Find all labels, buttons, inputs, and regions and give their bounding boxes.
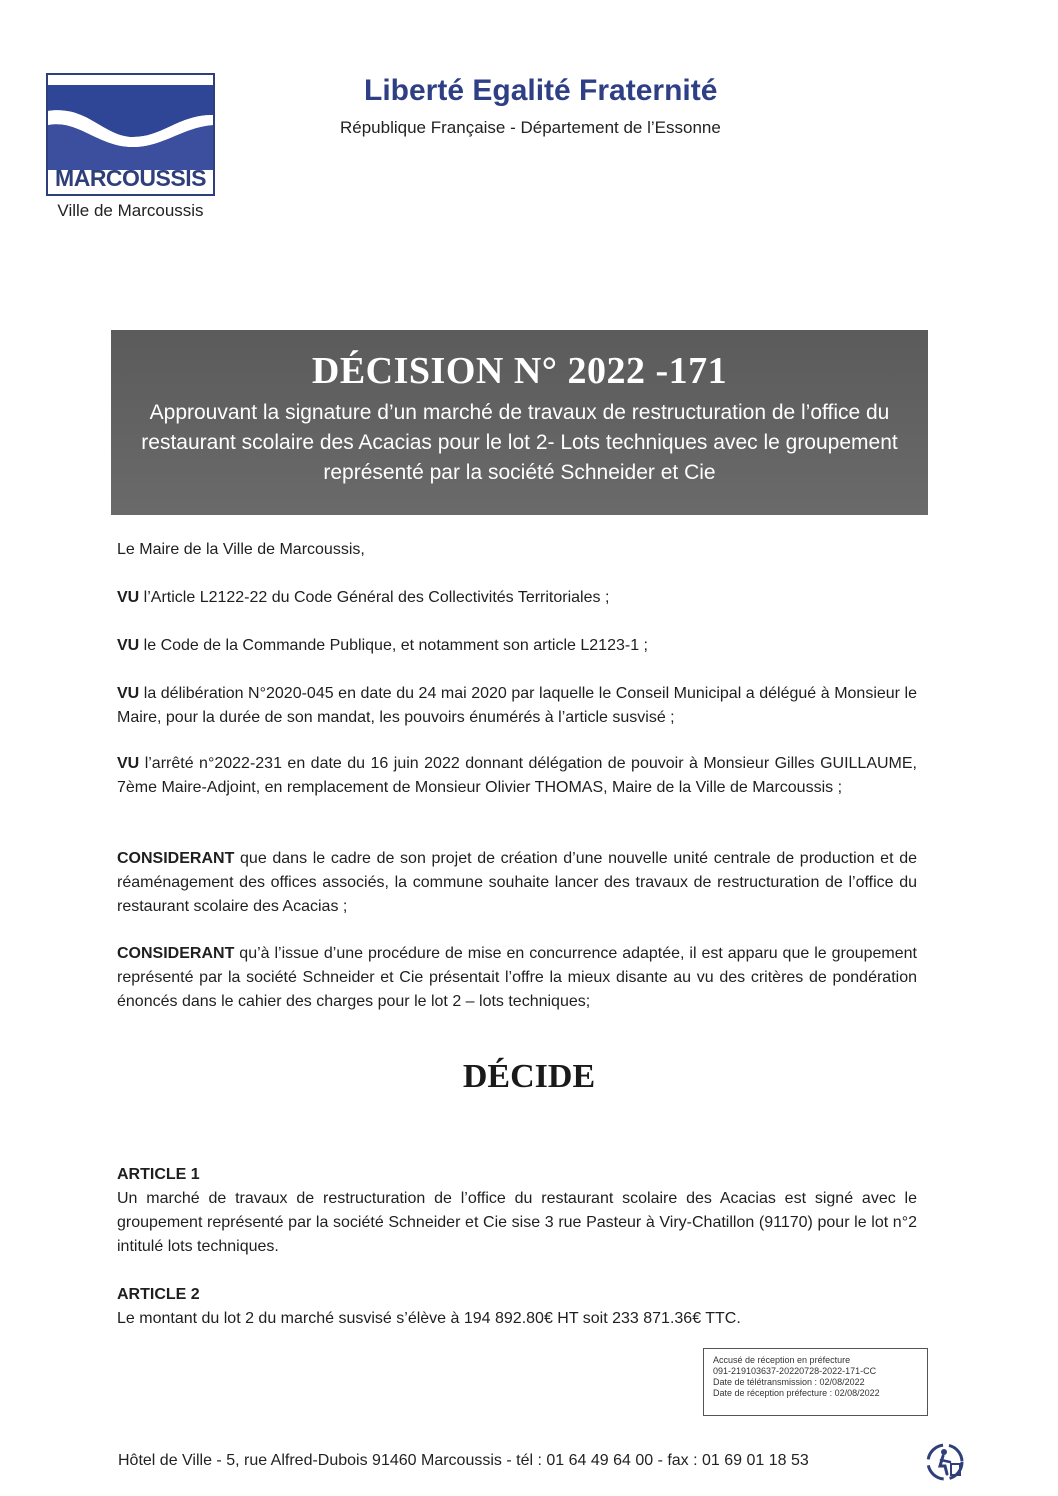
decide-heading: DÉCIDE bbox=[462, 1058, 596, 1095]
consideration-paragraph bbox=[117, 634, 917, 658]
consideration-lead: VU bbox=[117, 755, 140, 772]
article-block bbox=[117, 1163, 917, 1259]
wave-logo-icon bbox=[48, 75, 213, 170]
consideration-paragraph bbox=[117, 682, 917, 730]
consideration-text: la délibération N°2020-045 en date du 24 mai 2020 par laquelle le Conseil Municipal a délégué à Monsieur le Maire, pour la durée de son mandat, les pouvoirs énumérés à l’article susvisé ; bbox=[117, 685, 917, 726]
consideration-text: l’Article L2122-22 du Code Général des Collectivités Territoriales ; bbox=[139, 589, 610, 606]
article-text: Le montant du lot 2 du marché susvisé s’élève à 194 892.80€ HT soit 233 871.36€ TTC. bbox=[117, 1310, 741, 1327]
recycle-bin-icon bbox=[923, 1440, 973, 1484]
article-heading: ARTICLE 2 bbox=[117, 1286, 200, 1303]
article-heading: ARTICLE 1 bbox=[117, 1166, 200, 1183]
consideration-text: l’arrêté n°2022-231 en date du 16 juin 2022 donnant délégation de pouvoir à Monsieur Gilles GUILLAUME, 7ème Maire-Adjoint, en remplacement de Monsieur Olivier THOMAS, Maire de la Ville de Marcoussis ; bbox=[117, 755, 917, 796]
consideration-lead: VU bbox=[117, 685, 140, 702]
consideration-paragraph bbox=[117, 847, 917, 919]
stamp-line: Accusé de réception en préfecture bbox=[713, 1355, 851, 1365]
logo-wordmark: MARCOUSSIS bbox=[55, 165, 206, 191]
national-motto: Liberté Egalité Fraternité bbox=[364, 74, 718, 107]
stamp-line: 091-219103637-20220728-2022-171-CC bbox=[713, 1366, 877, 1376]
consideration-text: que dans le cadre de son projet de création d’une nouvelle unité centrale de production et de réaménagement des offices associés, la commune souhaite lancer des travaux de restructuration de l’office du restaurant scolaire des Acacias ; bbox=[117, 850, 917, 915]
article-block bbox=[117, 1283, 917, 1331]
decision-title: DÉCISION N° 2022 -171 bbox=[311, 350, 728, 392]
consideration-lead: VU bbox=[117, 637, 140, 654]
consideration-lead: CONSIDERANT bbox=[117, 850, 235, 867]
consideration-text: qu’à l’issue d’une procédure de mise en concurrence adaptée, il est apparu que le groupement représenté par la société Schneider et Cie présentait l’offre la mieux disante au vu des critères de pondération énoncés dans le cahier des charges pour le lot 2 – lots techniques; bbox=[117, 945, 917, 1010]
footer-address: Hôtel de Ville - 5, rue Alfred-Dubois 91460 Marcoussis - tél : 01 64 49 64 00 - fax : 01 69 01 18 53 bbox=[118, 1452, 809, 1469]
stamp-line: Date de réception préfecture : 02/08/2022 bbox=[713, 1388, 880, 1398]
stamp-line: Date de télétransmission : 02/08/2022 bbox=[713, 1377, 865, 1387]
consideration-paragraph bbox=[117, 942, 917, 1014]
decision-subtitle: Approuvant la signature d’un marché de travaux de restructuration de l’office du restaurant scolaire des Acacias pour le lot 2- Lots techniques avec le groupement représenté par la société Schneider et Cie bbox=[141, 401, 898, 484]
consideration-lead: VU bbox=[117, 589, 140, 606]
consideration-lead: CONSIDERANT bbox=[117, 945, 235, 962]
city-logo bbox=[46, 73, 215, 196]
logo-caption: Ville de Marcoussis bbox=[57, 201, 204, 220]
consideration-paragraph bbox=[117, 752, 917, 800]
republic-line: République Française - Département de l’Essonne bbox=[340, 118, 721, 137]
intro-line: Le Maire de la Ville de Marcoussis, bbox=[117, 541, 365, 558]
consideration-text: le Code de la Commande Publique, et notamment son article L2123-1 ; bbox=[139, 637, 648, 654]
article-text: Un marché de travaux de restructuration de l’office du restaurant scolaire des Acacias est signé avec le groupement représenté par la société Schneider et Cie sise 3 rue Pasteur à Viry-Chatillon (91170) pour le lot n°2 intitulé lots techniques. bbox=[117, 1190, 917, 1255]
prefecture-receipt-stamp bbox=[703, 1348, 928, 1416]
decision-banner bbox=[111, 330, 928, 515]
consideration-paragraph bbox=[117, 586, 917, 610]
